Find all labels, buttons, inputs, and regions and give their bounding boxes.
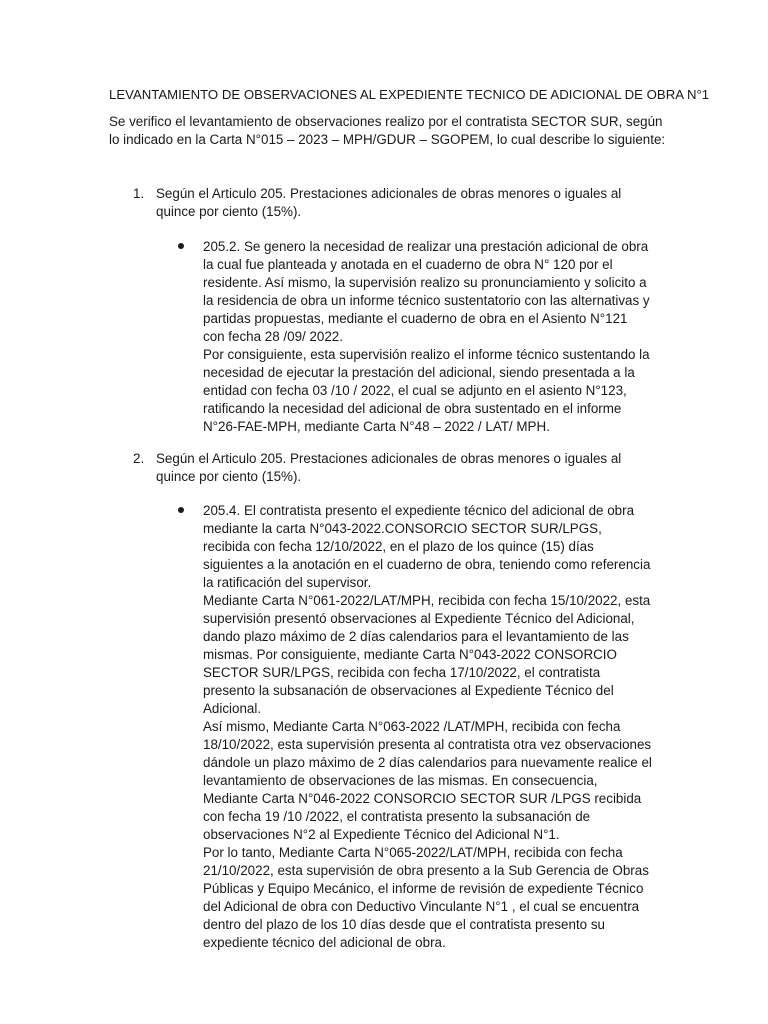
bullet-paragraph: Así mismo, Mediante Carta N°063-2022 /LAT/MPH, recibida con fecha 18/10/2022, esta supervisión presenta al contratista otra vez observaciones dándole un plazo máximo de 2 días calendarios para nuevamente realice el levantamiento de observaciones de las mismas. En consecuencia, Mediante Carta N°046-2022 CONSORCIO SECTOR SUR /LPGS recibida con fecha 19 /10 /2022, el contratista presento la subsanación de observaciones N°2 al Expediente Técnico del Adicional N°1. — [203, 719, 652, 842]
intro-paragraph: Se verifico el levantamiento de observaciones realizo por el contratista SECTOR SUR, según lo indicado en la Carta N°015 – 2023 – MPH/GDUR – SGOPEM, lo cual describe lo siguiente: — [109, 114, 666, 147]
bullet-item-1 — [178, 238, 652, 436]
bullet-paragraph: Por lo tanto, Mediante Carta N°065-2022/LAT/MPH, recibida con fecha 21/10/2022, esta supervisión de obra presento a la Sub Gerencia de Obras Públicas y Equipo Mecánico, el informe de revisión de expediente Técnico del Adicional de obra con Deductivo Vinculante N°1 , el cual se encuentra dentro del plazo de los 10 días desde que el contratista presento su expediente técnico del adicional de obra. — [203, 845, 649, 950]
bullet-paragraph: 205.4. El contratista presento el expediente técnico del adicional de obra mediante la carta N°043-2022.CONSORCIO SECTOR SUR/LPGS, recibida con fecha 12/10/2022, en el plazo de los quince (15) días siguientes a la anotación en el cuaderno de obra, teniendo como referencia la ratificación del supervisor. — [203, 503, 651, 590]
item-text: Según el Articulo 205. Prestaciones adicionales de obras menores o iguales al quince por ciento (15%). — [156, 186, 622, 219]
numbered-item-1 — [133, 185, 653, 221]
item-number: 2. — [133, 451, 145, 466]
bullet-content — [203, 502, 652, 952]
bullet-content — [203, 238, 652, 436]
bullet-icon — [178, 243, 184, 249]
item-text: Según el Articulo 205. Prestaciones adicionales de obras menores o iguales al quince por ciento (15%). — [156, 451, 622, 484]
bullet-paragraph: Por consiguiente, esta supervisión realizo el informe técnico sustentando la necesidad de ejecutar la prestación del adicional, siendo presentada a la entidad con fecha 03 /10 / 2022, el cual se adjunto en el asiento N°123, ratificando la necesidad del adicional de obra sustentado en el informe N°26-FAE-MPH, mediante Carta N°48 – 2022 / LAT/ MPH. — [203, 347, 650, 434]
numbered-item-2 — [133, 450, 653, 486]
bullet-paragraph: 205.2. Se genero la necesidad de realizar una prestación adicional de obra la cual fue planteada y anotada en el cuaderno de obra N° 120 por el residente. Así mismo, la supervisión realizo su pronunciamiento y solicito a la residencia de obra un informe técnico sustentatorio con las alternativas y partidas propuestas, mediante el cuaderno de obra en el Asiento N°121 con fecha 28 /09/ 2022. — [203, 239, 650, 344]
bullet-icon — [178, 507, 184, 513]
bullet-paragraph: Mediante Carta N°061-2022/LAT/MPH, recibida con fecha 15/10/2022, esta supervisión presentó observaciones al Expediente Técnico del Adicional, dando plazo máximo de 2 días calendarios para el levantamiento de las mismas. Por consiguiente, mediante Carta N°043-2022 CONSORCIO SECTOR SUR/LPGS, recibida con fecha 17/10/2022, el contratista presento la subsanación de observaciones al Expediente Técnico del Adicional. — [203, 593, 651, 716]
bullet-item-2 — [178, 502, 652, 952]
document-title: LEVANTAMIENTO DE OBSERVACIONES AL EXPEDIENTE TECNICO DE ADICIONAL DE OBRA N°1 — [109, 87, 710, 102]
item-number: 1. — [133, 186, 145, 201]
